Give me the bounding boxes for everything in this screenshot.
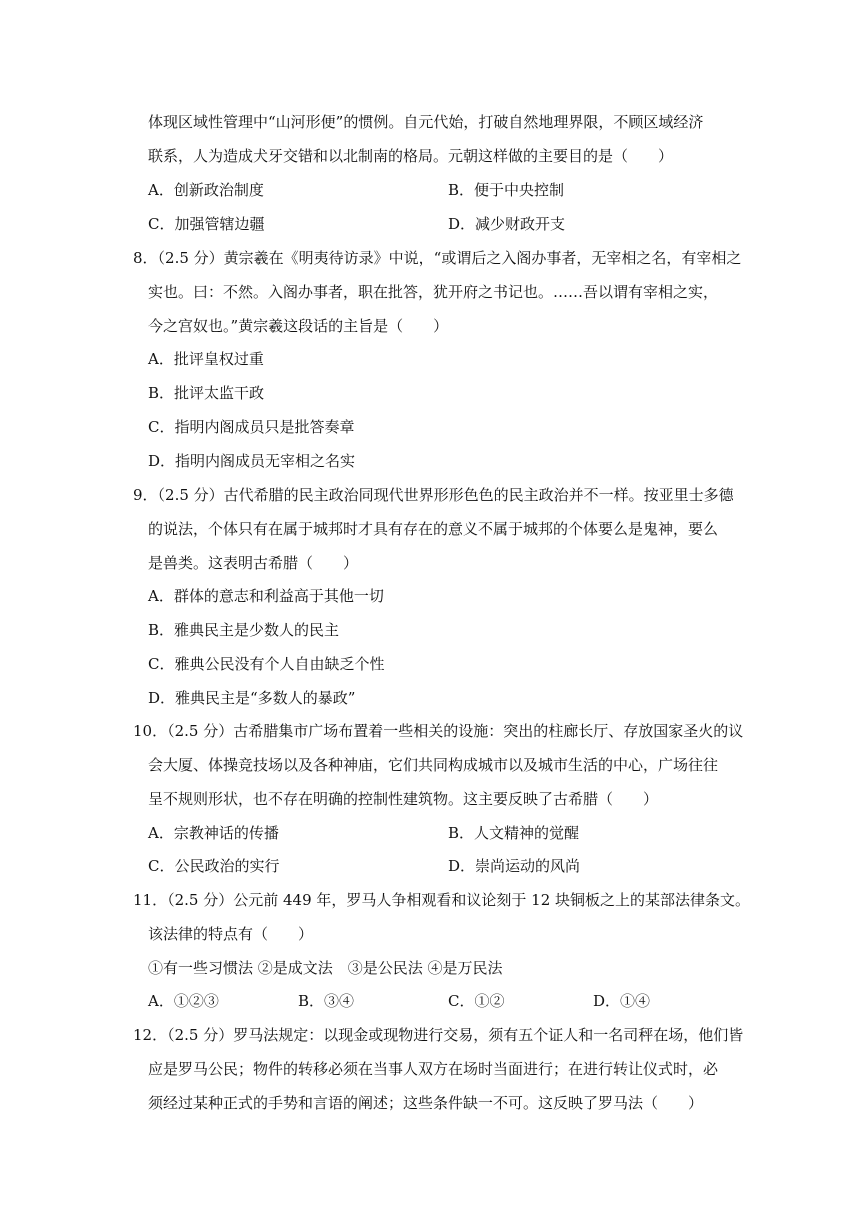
q8-option-c[interactable]: C．指明内阁成员只是批答奏章 [148,418,355,436]
q11-option-c[interactable]: C．①② [448,992,505,1010]
q7-option-a[interactable]: A．创新政治制度 [148,181,264,199]
q10-stem-line-1: 10．（2.5 分）古希腊集市广场布置着一些相关的设施：突出的柱廊长厅、存放国家圣火的议 [133,722,744,740]
q12-stem-line-3: 须经过某种正式的手势和言语的阐述；这些条件缺一不可。这反映了罗马法（ ） [148,1094,704,1112]
q11-stem-line-1: 11．（2.5 分）公元前 449 年，罗马人争相观看和议论刻于 12 块铜板之上的某部法律条文。 [133,891,751,909]
q8-option-a[interactable]: A．批评皇权过重 [148,350,264,368]
q10-option-a[interactable]: A．宗教神话的传播 [148,824,279,842]
q7-option-d[interactable]: D．减少财政开支 [448,215,566,233]
q9-option-d[interactable]: D．雅典民主是“多数人的暴政” [148,689,356,707]
q12-stem-line-2: 应是罗马公民；物件的转移必须在当事人双方在场时当面进行；在进行转让仪式时，必 [148,1060,719,1078]
q10-stem-line-3: 呈不规则形状，也不存在明确的控制性建筑物。这主要反映了古希腊（ ） [148,790,659,808]
q7-text-line-2: 联系，人为造成犬牙交错和以北制南的格局。元朝这样做的主要目的是（ ） [148,147,674,165]
q10-stem-line-2: 会大厦、体操竞技场以及各种神庙，它们共同构成城市以及城市生活的中心，广场往往 [148,756,719,774]
q11-option-b[interactable]: B．③④ [298,992,355,1010]
q9-stem-line-3: 是兽类。这表明古希腊（ ） [148,554,359,572]
q11-stem-line-2: 该法律的特点有（ ） [148,925,314,943]
q7-text-line-1: 体现区域性管理中“山河形便”的惯例。自元代始，打破自然地理界限，不顾区域经济 [148,113,704,131]
q8-option-d[interactable]: D．指明内阁成员无宰相之名实 [148,452,356,470]
q7-option-b[interactable]: B．便于中央控制 [448,181,565,199]
q12-stem-line-1: 12．（2.5 分）罗马法规定：以现金或现物进行交易，须有五个证人和一名司秤在场，他们皆 [133,1026,744,1044]
q8-stem-line-1: 8．（2.5 分）黄宗羲在《明夷待访录》中说，“或谓后之入阁办事者，无宰相之名，有宰相之 [133,249,742,267]
q8-option-b[interactable]: B．批评太监干政 [148,384,265,402]
q10-option-c[interactable]: C．公民政治的实行 [148,857,280,875]
q11-option-a[interactable]: A．①②③ [148,992,219,1010]
q9-option-a[interactable]: A．群体的意志和利益高于其他一切 [148,587,384,605]
q10-option-b[interactable]: B．人文精神的觉醒 [448,824,580,842]
q11-option-d[interactable]: D．①④ [593,992,651,1010]
q11-choices-line: ①有一些习惯法 ②是成文法 ③是公民法 ④是万民法 [148,959,503,977]
q10-option-d[interactable]: D．崇尚运动的风尚 [448,857,581,875]
q9-option-c[interactable]: C．雅典公民没有个人自由缺乏个性 [148,655,385,673]
q8-stem-line-3: 今之宫奴也。”黄宗羲这段话的主旨是（ ） [148,317,449,335]
q9-stem-line-2: 的说法，个体只有在属于城邦时才具有存在的意义不属于城邦的个体要么是鬼神，要么 [148,520,719,538]
q8-stem-line-2: 实也。曰：不然。入阁办事者，职在批答，犹开府之书记也。……吾以谓有宰相之实， [148,283,719,301]
q7-option-c[interactable]: C．加强管辖边疆 [148,215,265,233]
q9-option-b[interactable]: B．雅典民主是少数人的民主 [148,621,340,639]
q9-stem-line-1: 9．（2.5 分）古代希腊的民主政治同现代世界形形色色的民主政治并不一样。按亚里士多德 [133,486,734,504]
